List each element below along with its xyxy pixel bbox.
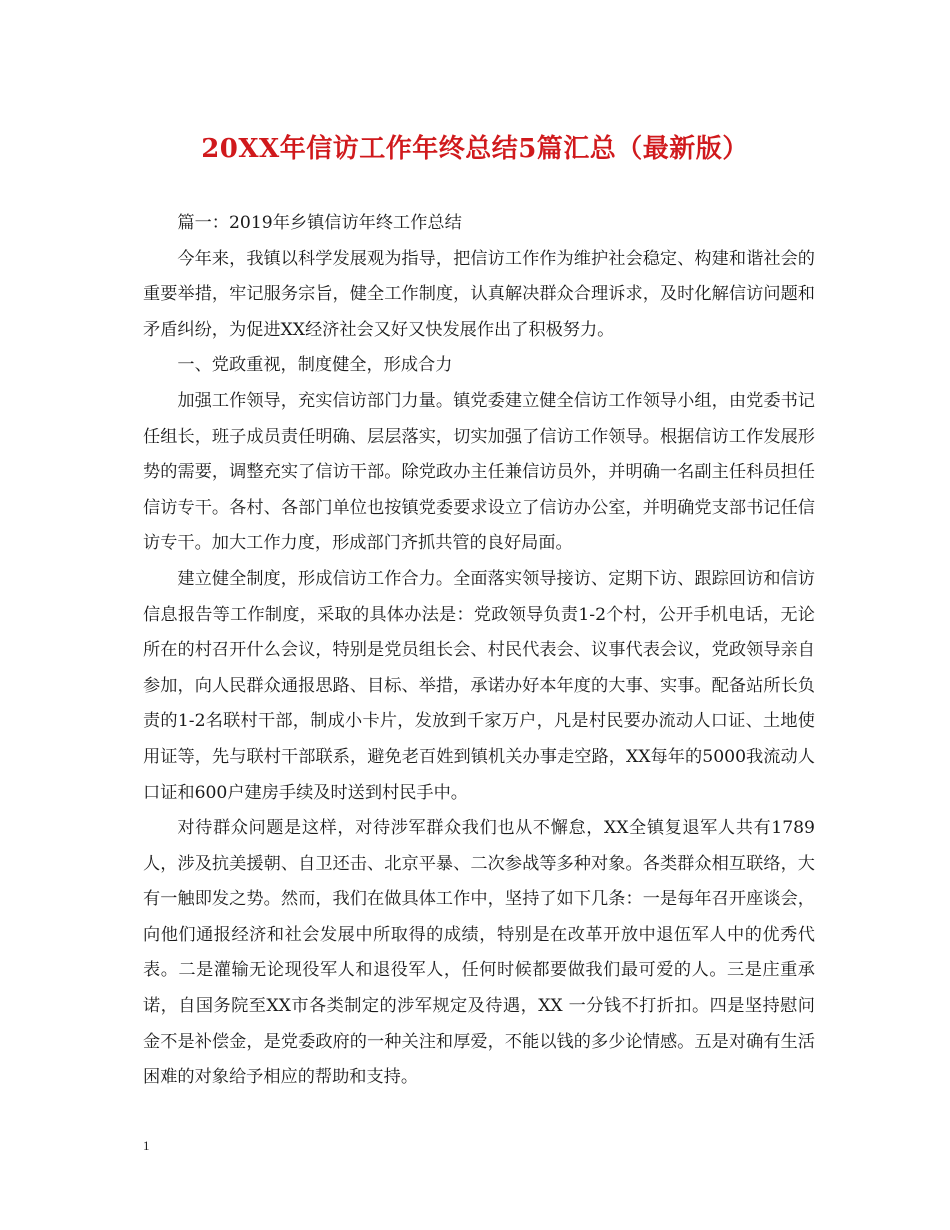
body-paragraph: 今年来，我镇以科学发展观为指导，把信访工作作为维护社会稳定、构建和谐社会的重要举措，牢记服务宗旨，健全工作制度，认真解决群众合理诉求，及时化解信访问题和矛盾纠纷，为促进XX经济社会又好又快发展作出了积极努力。	[143, 248, 815, 340]
document-body	[143, 206, 815, 1096]
body-paragraph: 建立健全制度，形成信访工作合力。全面落实领导接访、定期下访、跟踪回访和信访信息报告等工作制度，采取的具体办法是：党政领导负责1-2个村，公开手机电话，无论所在的村召开什么会议，特别是党员组长会、村民代表会、议事代表会议，党政领导亲自参加，向人民群众通报思路、目标、举措，承诺办好本年度的大事、实事。配备站所长负责的1-2名联村干部，制成小卡片，发放到千家万户，凡是村民要办流动人口证、土地使用证等，先与联村干部联系，避免老百姓到镇机关办事走空路，XX每年的5000我流动人口证和600户建房手续及时送到村民手中。	[143, 568, 815, 803]
section-heading: 篇一：2019年乡镇信访年终工作总结	[177, 213, 462, 233]
subsection-heading: 一、党政重视，制度健全，形成合力	[177, 355, 453, 376]
page-number: 1	[143, 1138, 150, 1153]
body-paragraph: 加强工作领导，充实信访部门力量。镇党委建立健全信访工作领导小组，由党委书记任组长，班子成员责任明确、层层落实，切实加强了信访工作领导。根据信访工作发展形势的需要，调整充实了信访干部。除党政办主任兼信访员外，并明确一名副主任科员担任信访专干。各村、各部门单位也按镇党委要求设立了信访办公室，并明确党支部书记任信访专干。加大工作力度，形成部门齐抓共管的良好局面。	[143, 390, 815, 554]
body-paragraph: 对待群众问题是这样，对待涉军群众我们也从不懈怠，XX全镇复退军人共有1789人，涉及抗美援朝、自卫还击、北京平暴、二次参战等多种对象。各类群众相互联络，大有一触即发之势。然而，我们在做具体工作中，坚持了如下几条：一是每年召开座谈会，向他们通报经济和社会发展中所取得的成绩，特别是在改革开放中退伍军人中的优秀代表。二是灌输无论现役军人和退役军人，任何时候都要做我们最可爱的人。三是庄重承诺，自国务院至XX市各类制定的涉军规定及待遇，XX 一分钱不打折扣。四是坚持慰问金不是补偿金，是党委政府的一种关注和厚爱，不能以钱的多少论情感。五是对确有生活困难的对象给予相应的帮助和支持。	[143, 818, 815, 1088]
document-title: 20XX年信访工作年终总结5篇汇总（最新版）	[201, 134, 749, 164]
